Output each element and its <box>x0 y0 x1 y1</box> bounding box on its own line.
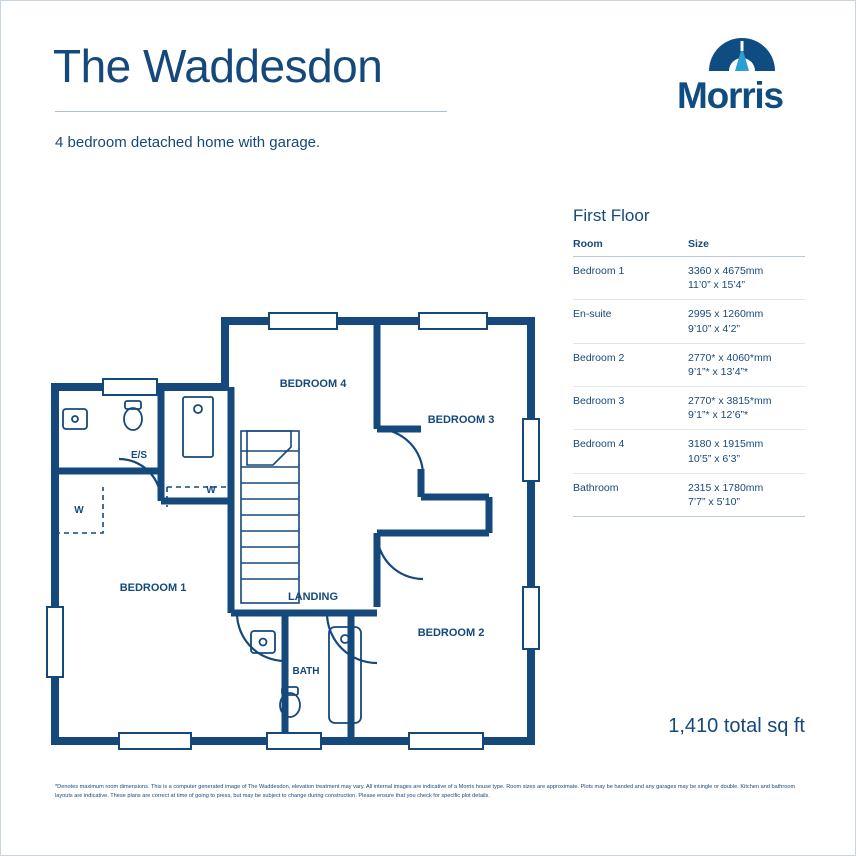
total-area: 1,410 total sq ft <box>668 715 805 737</box>
table-row <box>573 473 805 516</box>
size-metric: 2995 x 1260mm <box>688 308 764 321</box>
table-row <box>573 257 805 300</box>
table-row <box>573 387 805 430</box>
col-room: Room <box>573 238 688 257</box>
size-imperial: 7’7” x 5’10” <box>688 495 740 508</box>
label-bath: BATH <box>292 666 320 677</box>
size-imperial: 9’1”* x 12’6”* <box>688 409 749 422</box>
row-room-size <box>688 387 805 430</box>
page-subtitle: 4 bedroom detached home with garage. <box>55 134 321 151</box>
label-bedroom-3: BEDROOM 3 <box>427 414 495 426</box>
floor-title: First Floor <box>573 206 650 225</box>
row-room-name: En-suite <box>573 300 688 343</box>
label-bedroom-1: BEDROOM 1 <box>119 582 187 594</box>
row-room-name: Bedroom 1 <box>573 257 688 300</box>
table-row <box>573 300 805 343</box>
title-divider <box>55 111 447 112</box>
label-bedroom-4: BEDROOM 4 <box>279 378 347 390</box>
row-room-name: Bedroom 3 <box>573 387 688 430</box>
row-room-size <box>688 300 805 343</box>
row-room-name: Bathroom <box>573 473 688 516</box>
row-room-name: Bedroom 4 <box>573 430 688 473</box>
label-wardrobe-left: W <box>74 505 84 516</box>
row-room-size <box>688 343 805 386</box>
room-schedule-panel <box>573 206 805 517</box>
disclaimer-text: *Denotes maximum room dimensions. This is a computer generated image of The Waddesdon, elevation treatment may vary. All internal images are indicative of a Morris house type. Room sizes are approximate. Plots may be handed and any garages may be single or double. Kitchen and bathroom layouts are indicative. These plans are correct at time of going to press, but may be subject to change during construction. Please ensure that you check for specific plot details. <box>55 784 796 799</box>
size-metric: 2770* x 3815*mm <box>688 395 772 408</box>
size-imperial: 9’10” x 4’2” <box>688 322 740 335</box>
size-metric: 3360 x 4675mm <box>688 265 764 277</box>
col-size: Size <box>688 238 805 257</box>
floorplan-drawing <box>41 301 551 761</box>
size-imperial: 10’5” x 6’3” <box>688 452 740 465</box>
table-row <box>573 343 805 386</box>
row-room-size <box>688 473 805 516</box>
label-bedroom-2: BEDROOM 2 <box>417 627 485 639</box>
row-room-name: Bedroom 2 <box>573 343 688 386</box>
size-metric: 3180 x 1915mm <box>688 438 764 451</box>
table-row <box>573 430 805 473</box>
morris-logo <box>677 35 807 127</box>
size-metric: 2315 x 1780mm <box>688 481 764 494</box>
table-header-row <box>573 238 805 257</box>
page-title: The Waddesdon <box>53 40 383 92</box>
morris-arch-icon <box>709 35 775 71</box>
label-en-suite: E/S <box>130 450 148 461</box>
label-wardrobe-mid: W <box>206 485 216 496</box>
row-room-size <box>688 430 805 473</box>
morris-wordmark: Morris <box>677 75 783 116</box>
size-imperial: 9’1”* x 13’4”* <box>688 365 749 378</box>
row-room-size <box>688 257 805 300</box>
size-imperial: 11’0” x 15’4” <box>688 279 746 292</box>
floorplan-svg <box>41 301 551 761</box>
label-landing: LANDING <box>287 591 339 603</box>
staircase <box>241 431 299 603</box>
room-schedule-table <box>573 238 805 517</box>
size-metric: 2770* x 4060*mm <box>688 351 772 364</box>
